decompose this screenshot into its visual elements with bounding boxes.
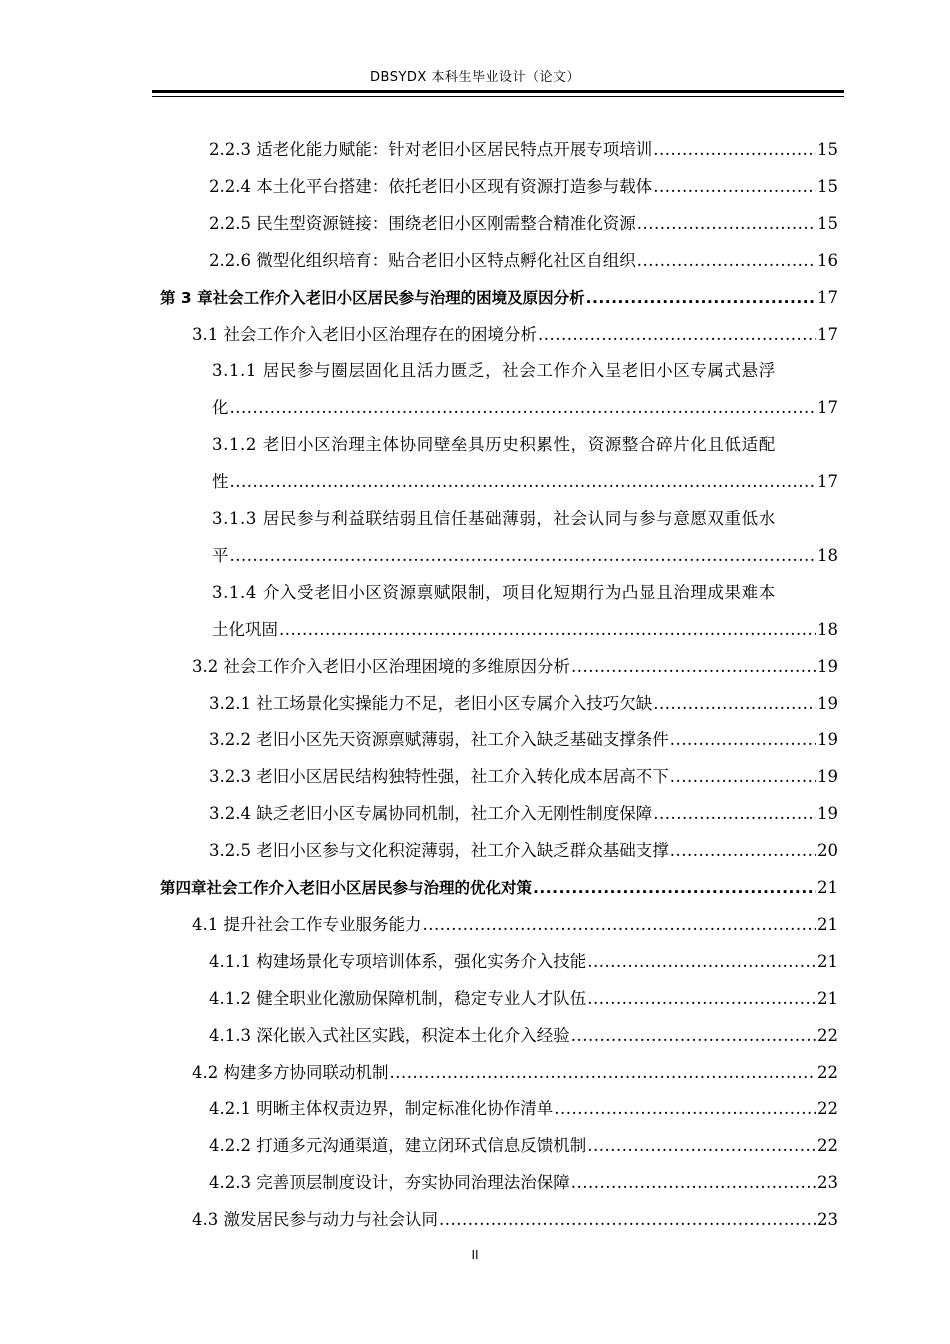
- toc-page-number: 22: [817, 1025, 838, 1045]
- page-header-title: DBSYDX 本科生毕业设计（论文）: [370, 70, 580, 85]
- toc-entry[interactable]: [192, 1202, 838, 1238]
- toc-entry[interactable]: [209, 796, 838, 832]
- toc-entry-title: 4.2 构建多方协同联动机制: [192, 1062, 389, 1082]
- toc-dot-leader: [230, 464, 817, 500]
- toc-dot-leader: [230, 390, 817, 426]
- toc-entry-title: 3.2.2 老旧小区先天资源禀赋薄弱，社工介入缺乏基础支撑条件: [209, 730, 669, 750]
- toc-page-number: 21: [817, 878, 838, 897]
- toc-page-number: 22: [817, 1062, 838, 1082]
- toc-page-number: 23: [817, 1210, 838, 1230]
- toc-entry[interactable]: [209, 686, 838, 722]
- toc-page-number: 15: [817, 176, 838, 196]
- toc-entry[interactable]: [192, 649, 838, 685]
- toc-entry[interactable]: [209, 132, 838, 168]
- toc-dot-leader: [670, 722, 816, 758]
- toc-entry-title: 4.2.1 明晰主体权责边界，制定标准化协作清单: [209, 1099, 554, 1119]
- toc-dot-leader: [653, 686, 816, 722]
- toc-entry-title: 2.2.4 本土化平台搭建：依托老旧小区现有资源打造参与载体: [209, 176, 653, 196]
- toc-entry-title: 化: [212, 398, 229, 418]
- toc-dot-leader: [587, 944, 816, 980]
- toc-page-number: 15: [817, 140, 838, 159]
- toc-page-number: 20: [817, 841, 838, 861]
- toc-entry[interactable]: [192, 1055, 838, 1091]
- toc-entry-title: 4.2.2 打通多元沟通渠道，建立闭环式信息反馈机制: [209, 1136, 587, 1156]
- toc-dot-leader: [586, 280, 816, 316]
- toc-page-number: 19: [817, 804, 838, 824]
- toc-dot-leader: [587, 1128, 816, 1164]
- toc-dot-leader: [538, 317, 816, 353]
- toc-entry-title: 3.2.5 老旧小区参与文化积淀薄弱，社工介入缺乏群众基础支撑: [209, 841, 669, 861]
- toc-entry[interactable]: [212, 390, 838, 426]
- page-number: II: [471, 1248, 479, 1262]
- toc-entry[interactable]: [192, 907, 838, 943]
- toc-page-number: 17: [817, 287, 838, 307]
- toc-entry[interactable]: [209, 944, 838, 980]
- toc-dot-leader: [653, 132, 816, 168]
- header-rule-thick: [152, 90, 844, 93]
- toc-page-number: 21: [817, 988, 838, 1008]
- toc-page-number: 18: [817, 545, 838, 565]
- toc-entry[interactable]: [209, 981, 838, 1017]
- toc-entry-title: 4.1 提升社会工作专业服务能力: [192, 914, 422, 934]
- toc-dot-leader: [587, 981, 816, 1017]
- toc-page-number: 21: [817, 914, 838, 934]
- toc-entry[interactable]: [212, 538, 838, 574]
- toc-entry-title: 性: [212, 472, 229, 492]
- toc-dot-leader: [439, 1202, 816, 1238]
- toc-entry[interactable]: [212, 612, 838, 648]
- toc-entry-title: 4.1.3 深化嵌入式社区实践，积淀本土化介入经验: [209, 1025, 570, 1045]
- toc-entry-title: 平: [212, 545, 229, 565]
- toc-entry-first-line: 3.1.3 居民参与利益联结弱且信任基础薄弱，社会认同与参与意愿双重低水: [212, 509, 776, 528]
- toc-entry-title: 土化巩固: [212, 619, 278, 639]
- toc-dot-leader: [571, 1165, 816, 1201]
- toc-entry-title: 3.2.4 缺乏老旧小区专属协同机制，社工介入无刚性制度保障: [209, 804, 653, 824]
- toc-dot-leader: [390, 1055, 817, 1091]
- toc-entry-title: 2.2.5 民生型资源链接：围绕老旧小区刚需整合精准化资源: [209, 213, 636, 233]
- toc-page-number: 22: [817, 1099, 838, 1119]
- toc-dot-leader: [423, 907, 817, 943]
- toc-dot-leader: [554, 1091, 816, 1127]
- toc-page-number: 23: [817, 1173, 838, 1193]
- toc-entry[interactable]: [209, 759, 838, 795]
- toc-page-number: 21: [817, 951, 838, 971]
- toc-page-number: 17: [817, 398, 838, 418]
- toc-entry-title: 3.1 社会工作介入老旧小区治理存在的困境分析: [192, 324, 537, 344]
- toc-entry[interactable]: [209, 206, 838, 242]
- toc-page-number: 22: [817, 1136, 838, 1156]
- toc-entry[interactable]: [209, 1018, 838, 1054]
- toc-entry[interactable]: [209, 833, 838, 869]
- toc-entry-first-line: 3.1.2 老旧小区治理主体协同壁垒具历史积累性，资源整合碎片化且低适配: [212, 435, 776, 455]
- toc-entry-title: 4.1.1 构建场景化专项培训体系，强化实务介入技能: [209, 951, 587, 971]
- toc-entry[interactable]: [209, 1091, 838, 1127]
- toc-dot-leader: [670, 833, 816, 869]
- toc-dot-leader: [653, 796, 816, 832]
- toc-dot-leader: [279, 612, 816, 648]
- toc-entry[interactable]: [192, 317, 838, 353]
- toc-entry-title: 3.2 社会工作介入老旧小区治理困境的多维原因分析: [192, 656, 570, 676]
- toc-entry-title: 4.3 激发居民参与动力与社会认同: [192, 1210, 438, 1230]
- toc-entry-title: 2.2.3 适老化能力赋能：针对老旧小区居民特点开展专项培训: [209, 140, 653, 159]
- toc-dot-leader: [637, 206, 816, 242]
- toc-page-number: 17: [817, 324, 838, 344]
- toc-entry-title: 第 3 章社会工作介入老旧小区居民参与治理的困境及原因分析: [160, 288, 585, 307]
- toc-page-number: 19: [817, 730, 838, 750]
- toc-page-number: 17: [817, 472, 838, 492]
- toc-page-number: 15: [817, 213, 838, 233]
- toc-entry-first-line: 3.1.4 介入受老旧小区资源禀赋限制，项目化短期行为凸显且治理成果难本: [212, 582, 776, 602]
- toc-entry-title: 4.2.3 完善顶层制度设计，夯实协同治理法治保障: [209, 1173, 570, 1193]
- toc-entry-title: 3.2.3 老旧小区居民结构独特性强，社工介入转化成本居高不下: [209, 767, 669, 787]
- toc-entry[interactable]: [209, 243, 838, 279]
- toc-dot-leader: [637, 243, 816, 279]
- header-rule-thin: [152, 96, 844, 97]
- toc-entry[interactable]: [209, 169, 838, 205]
- toc-entry[interactable]: [209, 722, 838, 758]
- toc-entry-title: 4.1.2 健全职业化激励保障机制，稳定专业人才队伍: [209, 988, 587, 1008]
- toc-dot-leader: [653, 169, 816, 205]
- toc-entry[interactable]: [209, 1128, 838, 1164]
- toc-dot-leader: [571, 649, 816, 685]
- toc-page-number: 19: [817, 693, 838, 713]
- toc-dot-leader: [670, 759, 816, 795]
- toc-entry[interactable]: [209, 1165, 838, 1201]
- toc-dot-leader: [571, 1018, 816, 1054]
- toc-page-number: 19: [817, 656, 838, 676]
- toc-dot-leader: [230, 538, 817, 574]
- toc-page-number: 18: [817, 619, 838, 639]
- toc-chapter-entry[interactable]: [160, 870, 838, 906]
- toc-entry-title: 2.2.6 微型化组织培育：贴合老旧小区特点孵化社区自组织: [209, 250, 636, 270]
- toc-chapter-entry[interactable]: [160, 280, 838, 316]
- toc-entry-first-line: 3.1.1 居民参与圈层固化且活力匮乏，社会工作介入呈老旧小区专属式悬浮: [212, 361, 776, 381]
- toc-entry[interactable]: [212, 464, 838, 500]
- toc-entry-title: 第四章社会工作介入老旧小区居民参与治理的优化对策: [160, 879, 533, 897]
- toc-page-number: 16: [817, 250, 838, 270]
- toc-entry-title: 3.2.1 社工场景化实操能力不足，老旧小区专属介入技巧欠缺: [209, 693, 653, 713]
- toc-dot-leader: [533, 870, 816, 906]
- toc-page-number: 19: [817, 767, 838, 787]
